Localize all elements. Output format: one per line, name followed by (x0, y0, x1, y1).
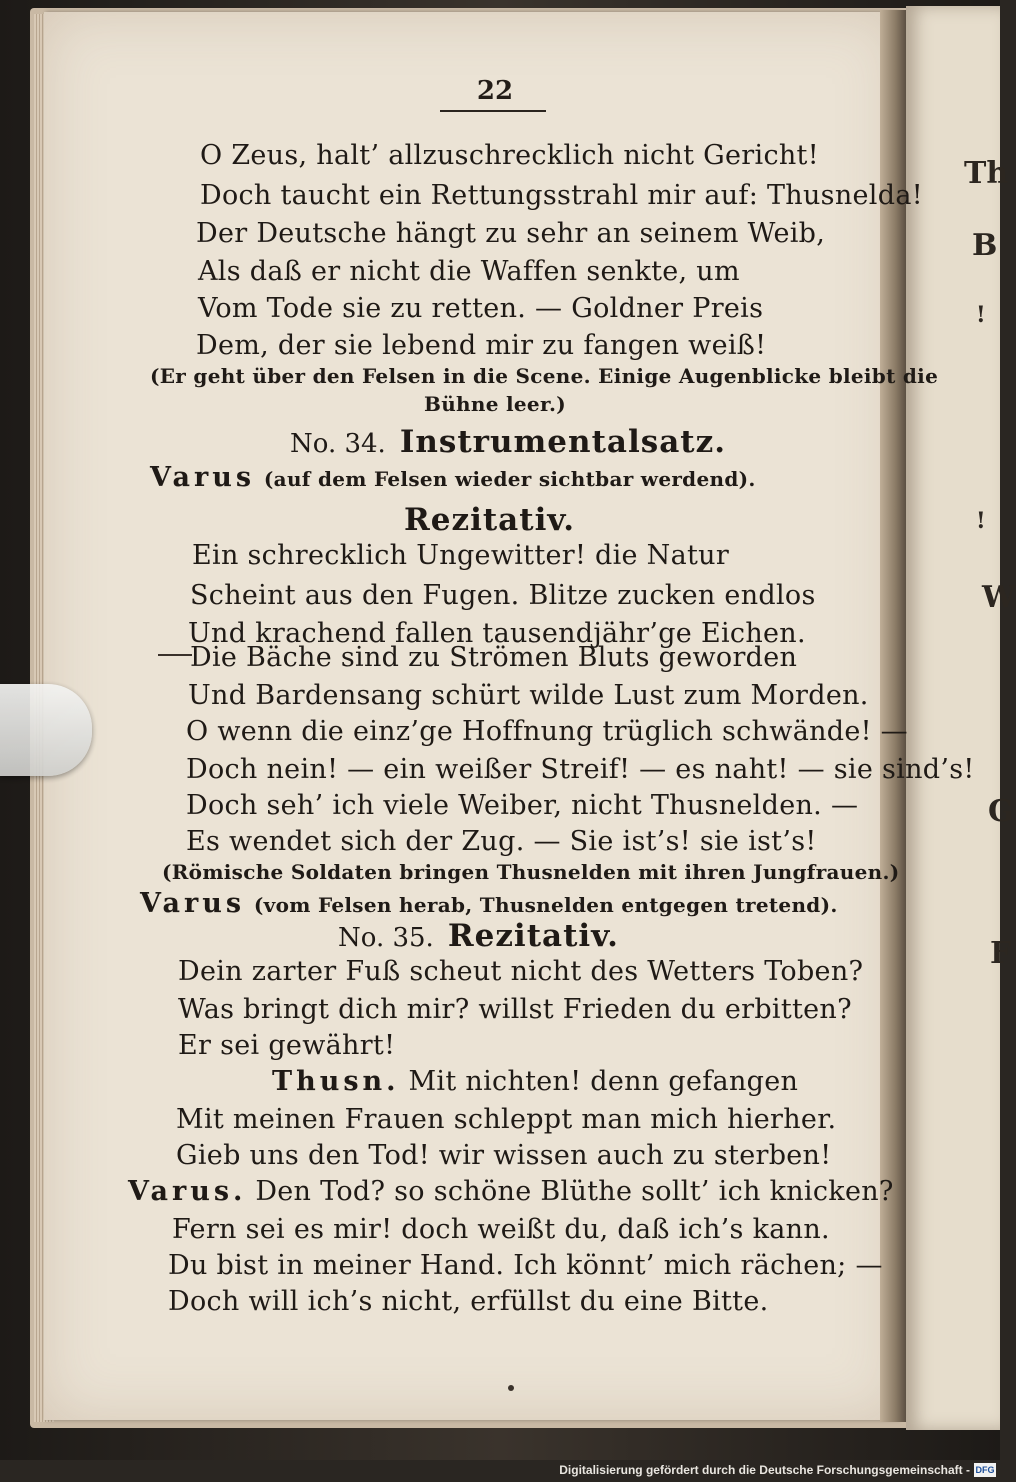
facing-page-text: ! (976, 508, 986, 534)
section-heading-34 (290, 424, 726, 460)
facing-page-text: G (988, 794, 1014, 829)
speaker-name: Varus (150, 462, 256, 493)
verse-line: Dein zarter Fuß scheut nicht des Wetters Toben? (178, 956, 864, 987)
rezitativ-heading: Rezitativ. (404, 502, 576, 538)
verse-line: Er sei gewährt! (178, 1030, 396, 1061)
dfg-logo: DFG (975, 1465, 995, 1475)
facing-page-text: W (982, 580, 1016, 615)
facing-page-text: Th (964, 156, 1009, 191)
verse-line: Mit meinen Frauen schleppt man mich hierher. (176, 1104, 837, 1135)
speaker-line (150, 462, 756, 493)
verse-line: Dem, der sie lebend mir zu fangen weiß! (196, 330, 767, 361)
verse-line: O Zeus, halt’ allzuschrecklich nicht Gericht! (200, 140, 819, 171)
stage-direction: (Römische Soldaten bringen Thusnelden mit ihren Jungfrauen.) (162, 860, 900, 884)
stage-direction: (vom Felsen herab, Thusnelden entgegen tretend). (253, 893, 838, 917)
speaker-line (272, 1066, 798, 1097)
verse-line: Als daß er nicht die Waffen senkte, um (198, 256, 740, 287)
facing-page-text: B (972, 228, 998, 263)
verse-line: Es wendet sich der Zug. — Sie ist’s! sie ist’s! (186, 826, 817, 857)
verse-text: Den Tod? so schöne Blüthe sollt’ ich knicken? (255, 1176, 894, 1207)
section-title: Rezitativ. (447, 918, 619, 954)
stage-direction: Bühne leer.) (424, 392, 566, 416)
verse-line: Was bringt dich mir? willst Frieden du erbitten? (178, 994, 852, 1025)
verse-line: Doch taucht ein Rettungsstrahl mir auf: Thusnelda! (200, 180, 923, 211)
stage-direction: (auf dem Felsen wieder sichtbar werdend). (263, 467, 756, 491)
section-number: No. 34. (290, 429, 386, 459)
verse-line: Doch nein! — ein weißer Streif! — es naht! — sie sind’s! (186, 754, 975, 785)
verse-line: O wenn die einz’ge Hoffnung trüglich schwände! — (186, 716, 908, 747)
verse-line: Doch will ich’s nicht, erfüllst du eine Bitte. (168, 1286, 769, 1317)
verse-line: Vom Tode sie zu retten. — Goldner Preis (198, 293, 764, 324)
verse-line: Ein schrecklich Ungewitter! die Natur (192, 540, 730, 571)
page-number-rule (440, 110, 546, 112)
section-title: Instrumentalsatz. (399, 424, 727, 460)
verse-line: Doch seh’ ich viele Weiber, nicht Thusnelden. — (186, 790, 859, 821)
verse-line: Gieb uns den Tod! wir wissen auch zu sterben! (176, 1140, 832, 1171)
facing-page-text: ! (976, 302, 986, 328)
verse-line: Und krachend fallen tausendjähr’ge Eichen. (188, 618, 806, 649)
speaker-line (140, 888, 838, 919)
verse-line: Und Bardensang schürt wilde Lust zum Morden. (188, 680, 869, 711)
verse-line: Scheint aus den Fugen. Blitze zucken endlos (190, 580, 816, 611)
page-dot (508, 1385, 514, 1391)
verse-line: Der Deutsche hängt zu sehr an seinem Weib, (196, 218, 826, 249)
facing-page-fragment (906, 6, 1016, 1430)
stage-direction: (Er geht über den Felsen in die Scene. Einige Augenblicke bleibt die (150, 364, 939, 388)
verse-line: Die Bäche sind zu Strömen Bluts geworden (190, 642, 798, 673)
speaker-name: Varus (140, 888, 246, 919)
verse-line: Fern sei es mir! doch weißt du, daß ich’s kann. (172, 1214, 830, 1245)
section-number: No. 35. (338, 923, 434, 953)
margin-dash (158, 654, 192, 656)
page-number: 22 (476, 76, 514, 106)
footer-credit: Digitalisierung gefördert durch die Deutsche Forschungsgemeinschaft - (559, 1463, 970, 1477)
verse-line: Du bist in meiner Hand. Ich könnt’ mich rächen; — (168, 1250, 883, 1281)
page-clip (0, 684, 92, 776)
speaker-name: Thusn. (272, 1066, 400, 1097)
facing-page-text: F (990, 936, 1012, 971)
verse-text: Mit nichten! denn gefangen (408, 1066, 799, 1097)
speaker-name: Varus. (128, 1176, 247, 1207)
speaker-line (128, 1176, 894, 1207)
section-heading-35 (338, 918, 619, 954)
